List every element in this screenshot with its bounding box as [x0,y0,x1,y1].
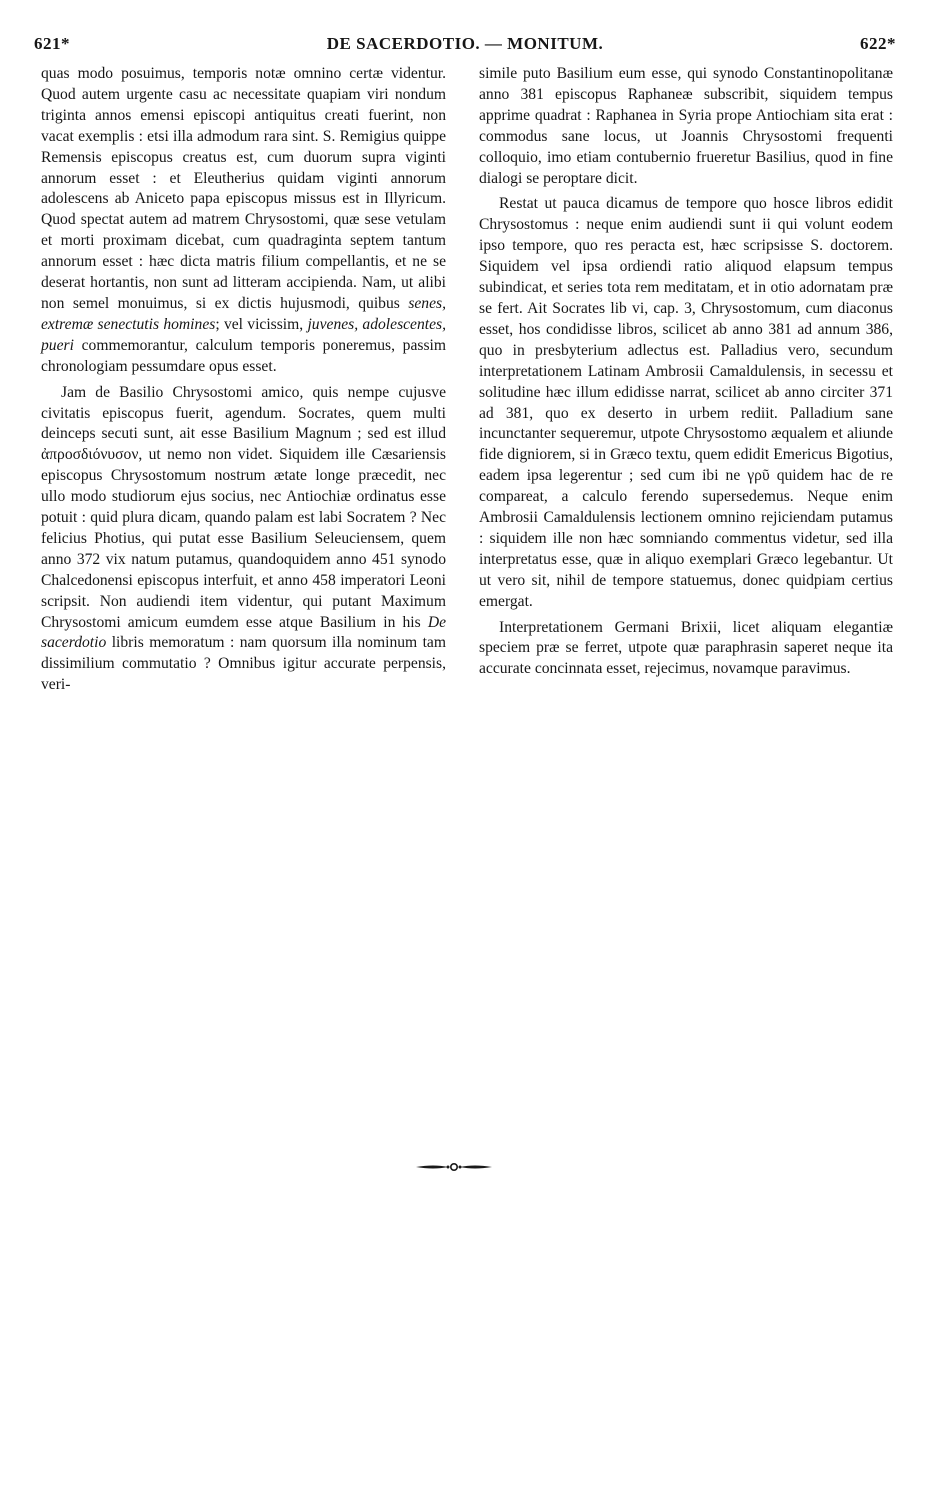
left-paragraph-2 [41,383,446,697]
left-paragraph-1-italic-2: juvenes, adolescentes, pueri [41,315,446,354]
running-title: DE SACERDOTIO. — MONITUM. [326,34,604,53]
left-paragraph-2-text: Jam de Basilio Chrysostomi amico, quis nempe cujusve civitatis episcopus fuerit, agendum. Socrates, quem multi deinceps secuti sunt, ait esse Basilium Magnum ; sed est illud ἀπροσδιόνυσον, ut nemo non videt. Siquidem ille Cæsariensis episcopus Chrysostomum nostrum ætate longe præcedit, nec ullo modo studiorum ejus socius, nec Antiochiæ ordinatus esse potuit : quid plura dicam, quando palam est labi Socratem ? Nec felicius Photius, qui putat esse Basilium Seleuciensem, quem anno 372 vix natum putamus, quandoquidem anno 451 synodo Chalcedonensi episcopus interfuit, et anno 458 imperatori Leoni scripsit. Non audiendi item videntur, qui putant Maximum Chrysostomi amicum eumdem esse atque Basilium in his [41,383,446,631]
left-paragraph-1-italic-1: senes, extremæ senectutis homines [41,294,446,333]
right-paragraph-3: Interpretationem Germani Brixii, licet aliquam elegantiæ speciem præ se ferret, utpote quæ paraphrasin saperet neque ita accurate concinnata esset, rejecimus, novamque paravimus. [479,618,893,678]
left-paragraph-1-text: quas modo posuimus, temporis notæ omnino certæ videntur. Quod autem urgente casu ac necessitate quapiam viri nondum triginta annos emensi episcopi antiquitus creati fuerint, non vacat exemplis : etsi illa admodum rara sint. S. Remigius quippe Remensis episcopus creatus est, cum duorum supra viginti annorum esset : et Eleutherius quidam viginti annorum adolescens ab Aniceto papa episcopus missus est in Illyricum. Quod spectat autem ad matrem Chrysostomi, quæ sese vetulam et morti proximam dicebat, cum quadraginta septem tantum annorum esset : hæc dicta matris filium compellantis, et ne se deserat hortantis, non sunt ad litteram accipienda. Nam, ut alibi non semel monuimus, si ex dictis hujusmodi, quibus [41,65,446,312]
right-column [479,64,893,680]
left-paragraph-1 [41,64,446,378]
end-ornament [414,1159,494,1175]
running-header [34,34,896,60]
left-column [41,64,446,696]
page-number-left: 621* [34,34,70,53]
left-paragraph-1-mid: ; vel vicissim, [215,315,304,333]
left-paragraph-1-end: commemorantur, calculum temporis poneremus, passim chronologiam pessumdare opus esset. [41,336,446,375]
right-paragraph-2: Restat ut pauca dicamus de tempore quo hosce libros edidit Chrysostomus : neque enim audiendi sunt ii qui volunt eodem ipso tempore, quo res peracta est, hæc scripsisse S. doctorem. Siquidem vel ipsa ordiendi ratio aliquod elapsum tempus subindicat, et series tota rem meditatam, et in otio adornatam præ se fert. Ait Socrates lib vi, cap. 3, Chrysostomum, cum diaconus esset, hos condidisse libros, scilicet ab anno 381 ad annum 386, quo in presbyterium adlectus est. Palladius vero, secundum interpretationem Latinam Ambrosii Camaldulensis, in secessu et solitudine hæc illum edidisse narrat, scilicet ab anno circiter 371 ad 381, quo ex deserto in urbem rediit. Palladium sane incunctanter sequeremur, utpote Chrysostomo æqualem et aliunde fide digniorem, si in Græco textu, quem edidit Emericus Bigotius, eadem ipsa legerentur ; sed cum ibi ne γρῦ quidem hac de re compareat, a calculo ferendo supersedemus. Neque enim Ambrosii Camaldulensis lectionem omnino rejiciendam putamus : siquidem ille non hæc somniando commentus videtur, sed illa interpretatus esse, quæ in aliquo exemplari Græco legebantur. Ut ut vero sit, nihil de tempore statuemus, donec quidpiam certius emergat. [479,195,893,610]
page-number-right: 622* [860,34,896,53]
left-paragraph-2-end: libris memoratum : nam quorsum illa nominum tam dissimilium commutatio ? Omnibus igitur accurate perpensis, veri- [41,634,446,694]
right-paragraph-1: simile puto Basilium eum esse, qui synodo Constantinopolitanæ anno 381 episcopus Raphaneæ subscribit, siquidem tempus apprime quadrat : Raphanea in Syria prope Antiochiam sita erat : commodus sane locus, ut Joannis Chrysostomi frequenti colloquio, imo etiam contubernio frueretur Basilius, quod in fine dialogi se peroptare dicit. [479,65,893,187]
left-paragraph-2-italic: De sacerdotio [41,613,446,652]
